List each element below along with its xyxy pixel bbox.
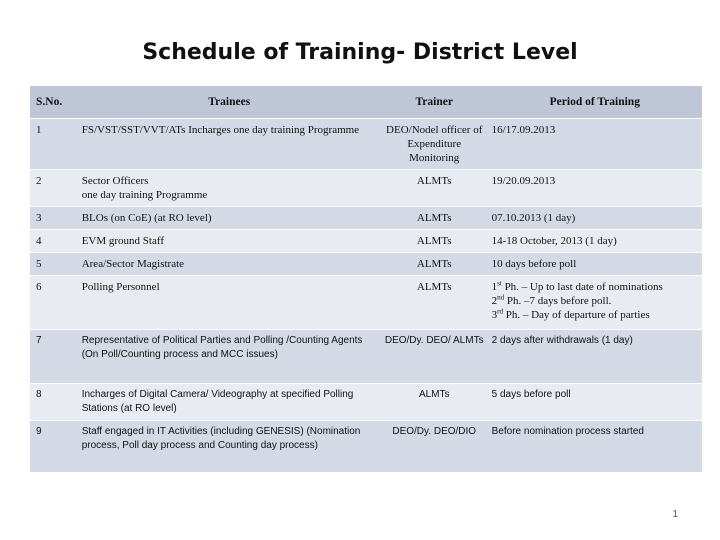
row-trainees: BLOs (on CoE) (at RO level)	[78, 207, 381, 230]
row-trainer: ALMTs	[381, 384, 488, 421]
row-sno: 2	[30, 170, 78, 207]
row-sno: 3	[30, 207, 78, 230]
row-trainer: ALMTs	[381, 253, 488, 276]
row-trainees: Polling Personnel	[78, 276, 381, 330]
row-sno: 5	[30, 253, 78, 276]
trainees-line: Representative of Political Parties and Polling /Counting Agents	[81, 335, 363, 346]
row-trainees	[78, 170, 381, 207]
row-period: 10 days before poll	[488, 253, 702, 276]
table-row	[30, 276, 702, 330]
row-trainer: ALMTs	[381, 230, 488, 253]
phase-line: 1st Ph. – Up to last date of nominations	[491, 279, 663, 293]
training-schedule-table	[30, 86, 702, 473]
row-period: Before nomination process started	[488, 421, 702, 473]
row-trainees: Area/Sector Magistrate	[78, 253, 381, 276]
row-period: 5 days before poll	[488, 384, 702, 421]
row-period: 2 days after withdrawals (1 day)	[488, 330, 702, 384]
row-sno: 9	[30, 421, 78, 473]
row-period: 14-18 October, 2013 (1 day)	[488, 230, 702, 253]
table-header-row	[30, 86, 702, 119]
row-sno: 4	[30, 230, 78, 253]
row-trainees: FS/VST/SST/VVT/ATs Incharges one day training Programme	[78, 119, 381, 170]
header-trainees: Trainees	[78, 86, 381, 119]
row-trainer: ALMTs	[381, 170, 488, 207]
row-sno: 6	[30, 276, 78, 330]
table-row	[30, 230, 702, 253]
table-row	[30, 170, 702, 207]
row-trainer: DEO/Nodel officer of Expenditure Monitoring	[381, 119, 488, 170]
page-title: Schedule of Training- District Level	[142, 40, 578, 65]
table-row	[30, 384, 702, 421]
row-period	[488, 276, 702, 330]
row-trainer: DEO/Dy. DEO/DIO	[381, 421, 488, 473]
row-sno: 1	[30, 119, 78, 170]
trainees-line: one day training Programme	[81, 189, 208, 201]
row-trainees: Staff engaged in IT Activities (including GENESIS) (Nomination process, Poll day process and Counting day process)	[78, 421, 381, 473]
table-row	[30, 253, 702, 276]
phase-line: 3rd Ph. – Day of departure of parties	[491, 307, 650, 321]
row-trainees: Incharges of Digital Camera/ Videography at specified Polling Stations (at RO level)	[78, 384, 381, 421]
header-trainer: Trainer	[381, 86, 488, 119]
row-trainer: ALMTs	[381, 207, 488, 230]
table-row	[30, 119, 702, 170]
row-trainer: ALMTs	[381, 276, 488, 330]
row-trainer: DEO/Dy. DEO/ ALMTs	[381, 330, 488, 384]
row-period: 07.10.2013 (1 day)	[488, 207, 702, 230]
row-period: 19/20.09.2013	[488, 170, 702, 207]
trainees-line: (On Poll/Counting process and MCC issues)	[81, 349, 278, 360]
row-period: 16/17.09.2013	[488, 119, 702, 170]
row-trainees: EVM ground Staff	[78, 230, 381, 253]
row-trainees	[78, 330, 381, 384]
page-number: 1	[672, 509, 678, 520]
table-row	[30, 421, 702, 473]
header-period: Period of Training	[488, 86, 702, 119]
phase-line: 2nd Ph. –7 days before poll.	[491, 293, 612, 307]
row-sno: 7	[30, 330, 78, 384]
header-sno: S.No.	[30, 86, 78, 119]
table-row	[30, 330, 702, 384]
trainees-line: Sector Officers	[81, 175, 149, 187]
row-sno: 8	[30, 384, 78, 421]
table-row	[30, 207, 702, 230]
